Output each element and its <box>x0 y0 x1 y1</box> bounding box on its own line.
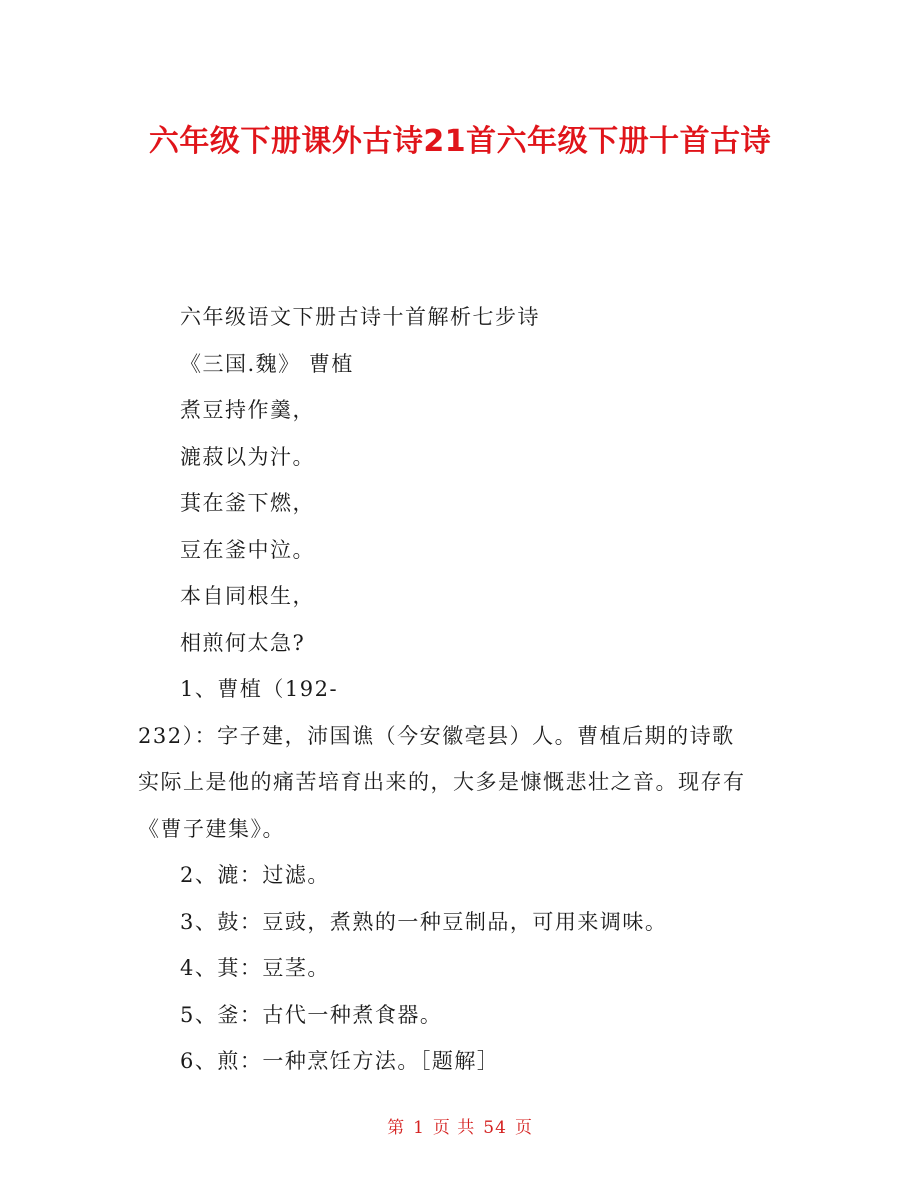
poem-line: 豆在釜中泣。 <box>180 537 315 562</box>
footer-page-number: 1 <box>413 1118 425 1138</box>
note-line: 《曹子建集》。 <box>138 816 285 841</box>
footer-prefix: 第 <box>387 1118 406 1138</box>
footer-middle: 页 共 <box>432 1118 476 1138</box>
page-footer <box>0 1113 920 1138</box>
footer-total-pages: 54 <box>483 1118 507 1138</box>
poem-line: 本自同根生， <box>180 584 315 608</box>
text-line: 《三国.魏》 曹植 <box>180 351 354 376</box>
note-line: 6、煎：一种烹饪方法。［题解］ <box>180 1049 500 1073</box>
text-line: 六年级语文下册古诗十首解析七步诗 <box>180 305 540 329</box>
note-line: 1、曹植（192- <box>180 677 339 701</box>
note-line: 实际上是他的痛苦培育出来的，大多是慷慨悲壮之音。现存有 <box>138 770 746 794</box>
document-title: 六年级下册课外古诗21首六年级下册十首古诗 <box>148 124 772 159</box>
poem-line: 相煎何太急? <box>180 630 306 655</box>
poem-line: 萁在釜下燃， <box>180 491 315 515</box>
note-line: 3、鼓：豆豉，煮熟的一种豆制品，可用来调味。 <box>180 909 668 934</box>
note-line: 5、釜：古代一种煮食器。 <box>180 1002 443 1027</box>
note-line: 4、萁：豆茎。 <box>180 956 330 980</box>
document-body <box>138 294 788 1085</box>
poem-line: 煮豆持作羹， <box>180 398 315 422</box>
poem-line: 漉菽以为汁。 <box>180 444 315 469</box>
footer-suffix: 页 <box>514 1118 533 1138</box>
note-line: 2、漉：过滤。 <box>180 863 330 887</box>
note-line: 232）：字子建，沛国谯（今安徽亳县）人。曹植后期的诗歌 <box>138 723 735 748</box>
